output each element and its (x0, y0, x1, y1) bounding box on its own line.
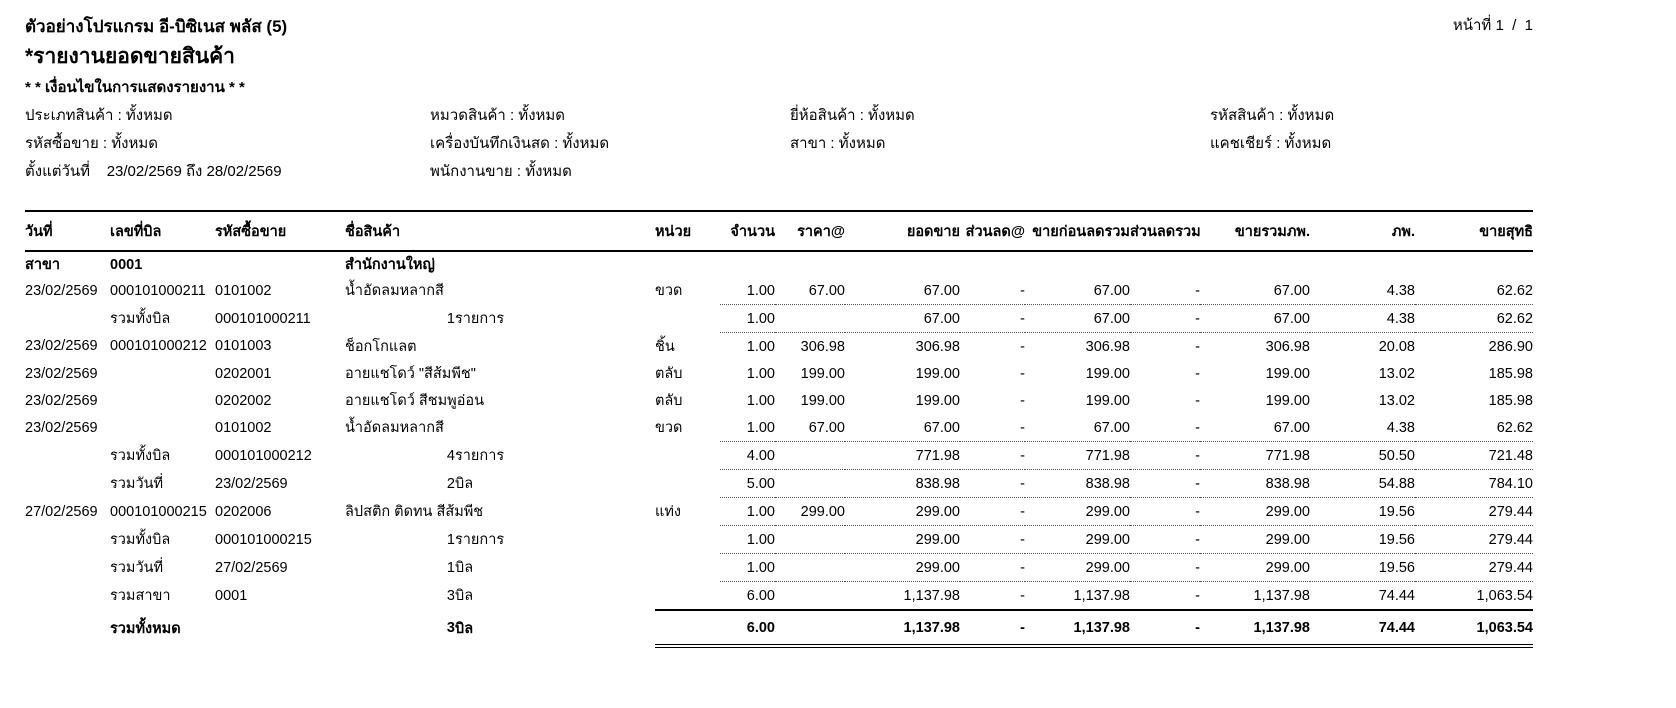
cell-qty: 1.00 (746, 365, 775, 382)
cell-sales_vat: 299.00 (1200, 498, 1310, 526)
cell-total-count: 3 (446, 620, 455, 636)
filter-branch: สาขา : ทั้งหมด (790, 135, 886, 152)
cell-product-name: ลิปสติก ติดทน สีส้มพีช (345, 504, 484, 520)
cell-net: 62.62 (1415, 305, 1533, 333)
cell-date: 27/02/2569 (25, 503, 98, 520)
cell-disc_at: - (960, 470, 1025, 498)
cell-total-count: 3 (446, 587, 455, 604)
cell-disc_total: - (1130, 554, 1200, 582)
cell-empty (655, 442, 720, 470)
cell-total-count-unit: รายการ (455, 532, 505, 548)
cell-net: 279.44 (1415, 526, 1533, 554)
cell-sales_vat: 67.00 (1200, 414, 1310, 442)
page-number: หน้าที่ 1 / 1 (1452, 17, 1533, 34)
cell-empty (25, 554, 110, 582)
cell-empty (25, 582, 110, 611)
cell-disc_total: - (1130, 610, 1200, 646)
cell-bill-no (110, 387, 215, 414)
col-header-1: เลขที่บิล (110, 211, 215, 251)
cell-sales: 838.98 (845, 470, 960, 498)
cell-empty (775, 251, 845, 277)
cell-unit: ขวด (655, 283, 683, 300)
cell-sales: 299.00 (845, 526, 960, 554)
filter-product-type: ประเภทสินค้า : ทั้งหมด (25, 107, 173, 124)
col-header-4: หน่วย (655, 211, 720, 251)
cell-sales_vat: 299.00 (1200, 554, 1310, 582)
cell-disc_at: - (960, 554, 1025, 582)
cell-empty (655, 582, 720, 611)
table-row-total (25, 526, 1533, 554)
table-row-detail (25, 414, 1533, 442)
table-header-row (25, 211, 1533, 251)
cell-total-count-unit: บิล (455, 560, 474, 576)
col-header-11: ขายรวมภพ. (1200, 211, 1310, 251)
cell-sales: 67.00 (845, 305, 960, 333)
cell-unit: แท่ง (655, 504, 681, 520)
cell-empty (25, 610, 110, 646)
cell-sales_vat: 771.98 (1200, 442, 1310, 470)
cell-total-ref: 000101000215 (215, 531, 312, 548)
cell-empty (655, 470, 720, 498)
cell-price (775, 582, 845, 611)
cell-qty: 1.00 (720, 277, 775, 305)
cell-qty: 1.00 (720, 526, 775, 554)
cell-total-count-unit: บิล (455, 588, 474, 605)
cell-empty (655, 610, 720, 646)
cell-unit: ตลับ (655, 366, 683, 382)
cell-qty: 1.00 (720, 305, 775, 333)
cell-empty (25, 442, 110, 470)
cell-product-name: อายแชโดว์ "สีส้มพีช" (345, 366, 476, 382)
cell-qty: 6.00 (720, 610, 775, 646)
cell-vat: 4.38 (1310, 277, 1415, 305)
cell-qty: 1.00 (720, 554, 775, 582)
cell-qty: 5.00 (720, 470, 775, 498)
cell-disc_total: - (1130, 277, 1200, 305)
cell-empty (845, 251, 960, 277)
cell-before_disc: 67.00 (1025, 414, 1130, 442)
cell-trade-code: 0101002 (215, 282, 272, 299)
cell-sales: 1,137.98 (845, 582, 960, 611)
cell-before_disc: 299.00 (1025, 498, 1130, 526)
table-row-grand (25, 610, 1533, 646)
cell-total-label: รวมทั้งบิล (110, 532, 171, 548)
cell-net: 279.44 (1415, 498, 1533, 526)
cell-total-count-unit: บิล (455, 476, 474, 492)
cell-total-label: รวมสาขา (110, 588, 171, 605)
cell-before_disc: 67.00 (1025, 305, 1130, 333)
cell-vat: 19.56 (1310, 498, 1415, 526)
cell-disc_at: - (960, 526, 1025, 554)
cell-vat: 74.44 (1310, 582, 1415, 611)
cell-disc_at: - (960, 277, 1025, 305)
cell-net: 62.62 (1415, 414, 1533, 442)
cell-trade-code: 0202002 (215, 392, 272, 409)
filters-col-4 (1210, 102, 1533, 186)
cell-before_disc: 1,137.98 (1025, 610, 1130, 646)
cell-disc_at: - (1020, 338, 1025, 355)
cell-total-label: รวมทั้งบิล (110, 448, 171, 464)
cell-price (775, 610, 845, 646)
cell-disc_total: - (1130, 305, 1200, 333)
cell-total-ref: 000101000211 (215, 310, 311, 327)
cell-empty (1415, 251, 1533, 277)
col-header-12: ภพ. (1310, 211, 1415, 251)
cell-sales_vat: 1,137.98 (1200, 610, 1310, 646)
cell-empty (215, 251, 345, 277)
cell-empty (1130, 251, 1200, 277)
cell-sales: 306.98 (915, 338, 960, 355)
cell-price (775, 305, 845, 333)
cell-branch-name: สำนักงานใหญ่ (345, 257, 435, 273)
cell-price: 199.00 (800, 365, 845, 382)
cell-before_disc: 771.98 (1025, 442, 1130, 470)
cell-disc_total: - (1130, 582, 1200, 611)
cell-total-label: รวมทั้งบิล (110, 311, 171, 327)
table-row-detail (25, 387, 1533, 414)
filters-col-1 (25, 102, 430, 186)
cell-before_disc: 299.00 (1025, 526, 1130, 554)
cell-disc_total: - (1130, 414, 1200, 442)
cell-empty (25, 305, 110, 333)
col-header-10: ส่วนลดรวม (1130, 211, 1200, 251)
cell-sales_vat: 67.00 (1200, 305, 1310, 333)
col-header-5: จำนวน (720, 211, 775, 251)
report-header (25, 14, 1533, 40)
cell-date: 23/02/2569 (25, 338, 98, 355)
cell-disc_total: - (1195, 338, 1200, 355)
cell-vat: 13.02 (1378, 365, 1415, 382)
cell-product-name: ช็อกโกแลต (345, 338, 417, 355)
app-title: ตัวอย่างโปรแกรม อี-บิซิเนส พลัส (5) (25, 17, 288, 36)
cell-sales_vat: 199.00 (1265, 365, 1310, 382)
cell-disc_at: - (960, 414, 1025, 442)
cell-total-count: 2 (446, 475, 455, 492)
cell-empty (655, 251, 720, 277)
cell-empty (1025, 251, 1130, 277)
cell-trade-code: 0101002 (215, 419, 272, 436)
cell-disc_total: - (1130, 498, 1200, 526)
cell-empty (655, 554, 720, 582)
table-row-total (25, 554, 1533, 582)
cell-net: 62.62 (1415, 277, 1533, 305)
cell-disc_total: - (1130, 526, 1200, 554)
cell-bill-no (110, 360, 215, 387)
cell-empty (1310, 251, 1415, 277)
cell-unit: ขวด (655, 420, 683, 437)
cell-disc_total: - (1195, 365, 1200, 382)
table-head (25, 211, 1533, 251)
cell-empty (1200, 251, 1310, 277)
cell-before_disc: 1,137.98 (1025, 582, 1130, 611)
filters-col-3 (790, 102, 1210, 186)
cell-vat: 20.08 (1378, 338, 1415, 355)
cell-before_disc: 199.00 (1085, 392, 1130, 409)
table-row-detail (25, 333, 1533, 361)
filter-cashier: แคชเชียร์ : ทั้งหมด (1210, 135, 1332, 152)
cell-total-ref (215, 610, 345, 646)
cell-total-ref: 000101000212 (215, 447, 312, 464)
cell-vat: 74.44 (1310, 610, 1415, 646)
cell-empty (960, 251, 1025, 277)
col-header-6: ราคา@ (775, 211, 845, 251)
cell-sales: 771.98 (845, 442, 960, 470)
cell-sales: 299.00 (845, 498, 960, 526)
cell-net: 784.10 (1415, 470, 1533, 498)
filter-salesperson: พนักงานขาย : ทั้งหมด (430, 163, 572, 180)
table-row-total (25, 305, 1533, 333)
cell-qty: 1.00 (746, 338, 775, 355)
cell-bill-no (110, 414, 215, 442)
cell-price: 306.98 (800, 338, 845, 355)
cell-product-name: น้ำอัดลมหลากสี (345, 420, 444, 437)
cell-disc_total: - (1195, 392, 1200, 409)
cell-net: 185.98 (1488, 365, 1533, 382)
cell-price (775, 442, 845, 470)
cell-bill-no: 000101000212 (110, 338, 207, 355)
cell-before_disc: 838.98 (1025, 470, 1130, 498)
table-body (25, 251, 1533, 646)
cell-before_disc: 67.00 (1025, 277, 1130, 305)
cell-sales: 299.00 (845, 554, 960, 582)
col-header-3: ชื่อสินค้า (345, 211, 655, 251)
col-header-7: ยอดขาย (845, 211, 960, 251)
cell-price: 199.00 (800, 392, 845, 409)
cell-disc_at: - (1020, 392, 1025, 409)
cell-sales: 199.00 (915, 392, 960, 409)
cell-disc_at: - (960, 498, 1025, 526)
cell-total-ref: 0001 (215, 587, 248, 604)
cell-qty: 6.00 (720, 582, 775, 611)
cell-total-count-unit: รายการ (455, 448, 505, 464)
cell-trade-code: 0202001 (215, 365, 272, 382)
cell-sales_vat: 1,137.98 (1200, 582, 1310, 611)
filter-product-code: รหัสสินค้า : ทั้งหมด (1210, 107, 1335, 124)
table-row-total (25, 442, 1533, 470)
conditions-title: * * เงื่อนไขในการแสดงรายงาน * * (25, 79, 245, 96)
cell-empty (25, 470, 110, 498)
cell-total-label: รวมวันที่ (110, 476, 164, 492)
cell-before_disc: 306.98 (1085, 338, 1130, 355)
filter-trade-code: รหัสซื้อขาย : ทั้งหมด (25, 135, 158, 152)
cell-price: 67.00 (775, 277, 845, 305)
cell-vat: 13.02 (1378, 392, 1415, 409)
cell-unit: ตลับ (655, 393, 683, 409)
cell-date: 23/02/2569 (25, 419, 98, 436)
cell-unit: ชิ้น (655, 338, 675, 355)
cell-vat: 54.88 (1310, 470, 1415, 498)
filter-product-category: หมวดสินค้า : ทั้งหมด (430, 107, 566, 124)
cell-total-count: 4 (446, 447, 455, 464)
cell-qty: 4.00 (720, 442, 775, 470)
cell-vat: 4.38 (1310, 305, 1415, 333)
filter-brand: ยี่ห้อสินค้า : ทั้งหมด (790, 107, 915, 124)
cell-disc_total: - (1130, 470, 1200, 498)
col-header-9: ขายก่อนลดรวม (1025, 211, 1130, 251)
cell-sales: 199.00 (915, 365, 960, 382)
cell-qty: 1.00 (746, 392, 775, 409)
col-header-0: วันที่ (25, 211, 110, 251)
filter-cash-register: เครื่องบันทึกเงินสด : ทั้งหมด (430, 135, 610, 152)
cell-net: 1,063.54 (1415, 610, 1533, 646)
cell-price (775, 526, 845, 554)
filters-col-2 (430, 102, 790, 186)
sales-table (25, 210, 1533, 648)
cell-sales_vat: 67.00 (1200, 277, 1310, 305)
cell-trade-code: 0101003 (215, 338, 272, 355)
cell-empty (655, 305, 720, 333)
cell-empty (25, 526, 110, 554)
cell-total-ref: 27/02/2569 (215, 559, 288, 576)
cell-price (775, 554, 845, 582)
cell-vat: 4.38 (1310, 414, 1415, 442)
cell-price: 299.00 (775, 498, 845, 526)
cell-disc_total: - (1130, 442, 1200, 470)
table-row-detail (25, 498, 1533, 526)
cell-disc_at: - (960, 582, 1025, 611)
cell-branch-code: 0001 (110, 256, 143, 273)
cell-product-name: อายแชโดว์ สีชมพูอ่อน (345, 393, 485, 409)
cell-price (775, 470, 845, 498)
cell-sales_vat: 306.98 (1265, 338, 1310, 355)
cell-disc_at: - (960, 610, 1025, 646)
cell-price: 67.00 (775, 414, 845, 442)
table-row-total (25, 470, 1533, 498)
cell-product-name: น้ำอัดลมหลากสี (345, 283, 444, 300)
cell-trade-code: 0202006 (215, 503, 272, 520)
table-row-detail (25, 360, 1533, 387)
cell-sales_vat: 299.00 (1200, 526, 1310, 554)
cell-sales: 67.00 (845, 414, 960, 442)
filters-section (25, 102, 1533, 186)
cell-sales: 67.00 (845, 277, 960, 305)
cell-net: 286.90 (1488, 338, 1533, 355)
cell-date: 23/02/2569 (25, 365, 98, 382)
cell-sales: 1,137.98 (845, 610, 960, 646)
cell-bill-no: 000101000211 (110, 282, 206, 299)
cell-date: 23/02/2569 (25, 282, 98, 299)
cell-vat: 19.56 (1310, 554, 1415, 582)
col-header-13: ขายสุทธิ (1415, 211, 1533, 251)
cell-empty (655, 526, 720, 554)
table-row-total (25, 582, 1533, 611)
cell-net: 185.98 (1488, 392, 1533, 409)
cell-date: 23/02/2569 (25, 392, 98, 409)
cell-total-label: รวมวันที่ (110, 560, 164, 576)
cell-net: 721.48 (1415, 442, 1533, 470)
cell-sales_vat: 199.00 (1265, 392, 1310, 409)
cell-before_disc: 199.00 (1085, 365, 1130, 382)
filter-date-range: ตั้งแต่วันที่ 23/02/2569 ถึง 28/02/2569 (25, 163, 282, 180)
cell-disc_at: - (960, 305, 1025, 333)
cell-total-count: 1 (446, 559, 455, 576)
report-title: *รายงานยอดขายสินค้า (25, 45, 235, 68)
col-header-2: รหัสซื้อขาย (215, 211, 345, 251)
cell-qty: 1.00 (720, 498, 775, 526)
col-header-8: ส่วนลด@ (960, 211, 1025, 251)
cell-total-count: 1 (446, 531, 455, 548)
cell-before_disc: 299.00 (1025, 554, 1130, 582)
cell-total-count-unit: บิล (455, 620, 474, 637)
cell-total-count-unit: รายการ (455, 311, 505, 327)
cell-total-count: 1 (446, 310, 455, 327)
cell-disc_at: - (960, 442, 1025, 470)
cell-total-ref: 23/02/2569 (215, 475, 288, 492)
cell-net: 1,063.54 (1415, 582, 1533, 611)
cell-qty: 1.00 (720, 414, 775, 442)
cell-vat: 19.56 (1310, 526, 1415, 554)
cell-bill-no: 000101000215 (110, 503, 207, 520)
table-row-branch (25, 251, 1533, 277)
cell-vat: 50.50 (1310, 442, 1415, 470)
cell-sales_vat: 838.98 (1200, 470, 1310, 498)
cell-disc_at: - (1020, 365, 1025, 382)
cell-empty (720, 251, 775, 277)
cell-total-label: รวมทั้งหมด (110, 620, 181, 637)
cell-branch-label: สาขา (25, 257, 61, 273)
table-row-detail (25, 277, 1533, 305)
cell-net: 279.44 (1415, 554, 1533, 582)
